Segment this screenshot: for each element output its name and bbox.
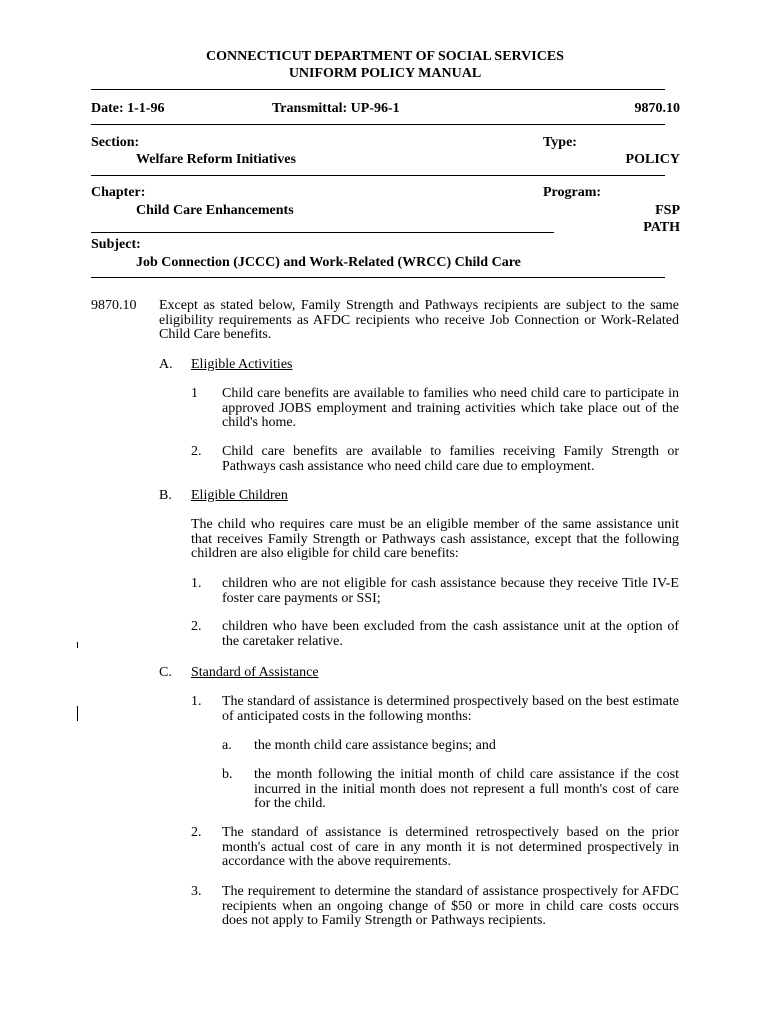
subject-label: Subject: [91, 237, 141, 252]
list-item-marker: 1. [191, 576, 202, 591]
list-item-marker: 2. [191, 825, 202, 840]
manual-title: UNIFORM POLICY MANUAL [288, 66, 482, 81]
section-c-heading: Standard of Assistance [191, 665, 319, 680]
section-a-heading: Eligible Activities [191, 357, 293, 372]
section-c-marker: C. [159, 665, 172, 680]
list-item: The requirement to determine the standard of assistance prospectively for AFDC recipients when an ongoing change of $50 or more in child care costs occurs does not apply to Family Strength or Pathways recipients. [222, 884, 679, 929]
header-rule [91, 175, 665, 176]
section-b-marker: B. [159, 488, 172, 503]
header-rule [91, 277, 665, 278]
header-rule [91, 124, 665, 125]
chapter-value: Child Care Enhancements [136, 203, 294, 218]
sub-item-marker: b. [222, 767, 233, 782]
list-item: Child care benefits are available to families receiving Family Strength or Pathways cash assistance who need child care due to employment. [222, 444, 679, 474]
program-value-path: PATH [643, 220, 680, 235]
list-item: Child care benefits are available to families who need child care to participate in approved JOBS employment and training activities which take place out of the child's home. [222, 386, 679, 431]
list-item: The standard of assistance is determined retrospectively based on the prior month's actual cost of care in any month it is not determined prospectively in accordance with the above requirements. [222, 825, 679, 870]
header-rule [91, 89, 665, 90]
list-item: children who have been excluded from the cash assistance unit at the option of the caretaker relative. [222, 619, 679, 649]
policy-number: 9870.10 [634, 101, 680, 116]
department-title: CONNECTICUT DEPARTMENT OF SOCIAL SERVICES [206, 49, 564, 64]
list-item: children who are not eligible for cash assistance because they receive Title IV-E foster care payments or SSI; [222, 576, 679, 606]
subject-value: Job Connection (JCCC) and Work-Related (WRCC) Child Care [136, 255, 521, 270]
list-item-marker: 1 [191, 386, 198, 401]
sub-item: the month following the initial month of child care assistance if the cost incurred in the initial month does not represent a full month's cost of care for the child. [254, 767, 679, 812]
section-value: Welfare Reform Initiatives [136, 152, 296, 167]
header-rule [91, 232, 554, 233]
list-item-marker: 2. [191, 444, 202, 459]
type-value: POLICY [625, 152, 680, 167]
section-number: 9870.10 [91, 298, 137, 313]
transmittal-field: Transmittal: UP-96-1 [272, 101, 400, 116]
sub-item: the month child care assistance begins; and [254, 738, 496, 753]
section-b-intro: The child who requires care must be an eligible member of the same assistance unit that receives Family Strength or Pathways cash assistance, except that the following children are also eligible for child care benefits: [191, 517, 679, 562]
section-label: Section: [91, 135, 140, 150]
chapter-label: Chapter: [91, 185, 146, 200]
sub-item-marker: a. [222, 738, 232, 753]
intro-paragraph: Except as stated below, Family Strength and Pathways recipients are subject to the same eligibility requirements as AFDC recipients who receive Job Connection or Work-Related Child Care benefits. [159, 298, 679, 343]
list-item-marker: 1. [191, 694, 202, 709]
list-item: The standard of assistance is determined prospectively based on the best estimate of anticipated costs in the following months: [222, 694, 679, 724]
date-field: Date: 1-1-96 [91, 101, 165, 116]
list-item-marker: 3. [191, 884, 202, 899]
revision-bar [77, 706, 78, 721]
revision-bar [77, 642, 78, 648]
section-a-marker: A. [159, 357, 173, 372]
type-label: Type: [543, 135, 577, 150]
program-value-fsp: FSP [655, 203, 680, 218]
program-label: Program: [543, 185, 602, 200]
list-item-marker: 2. [191, 619, 202, 634]
section-b-heading: Eligible Children [191, 488, 288, 503]
